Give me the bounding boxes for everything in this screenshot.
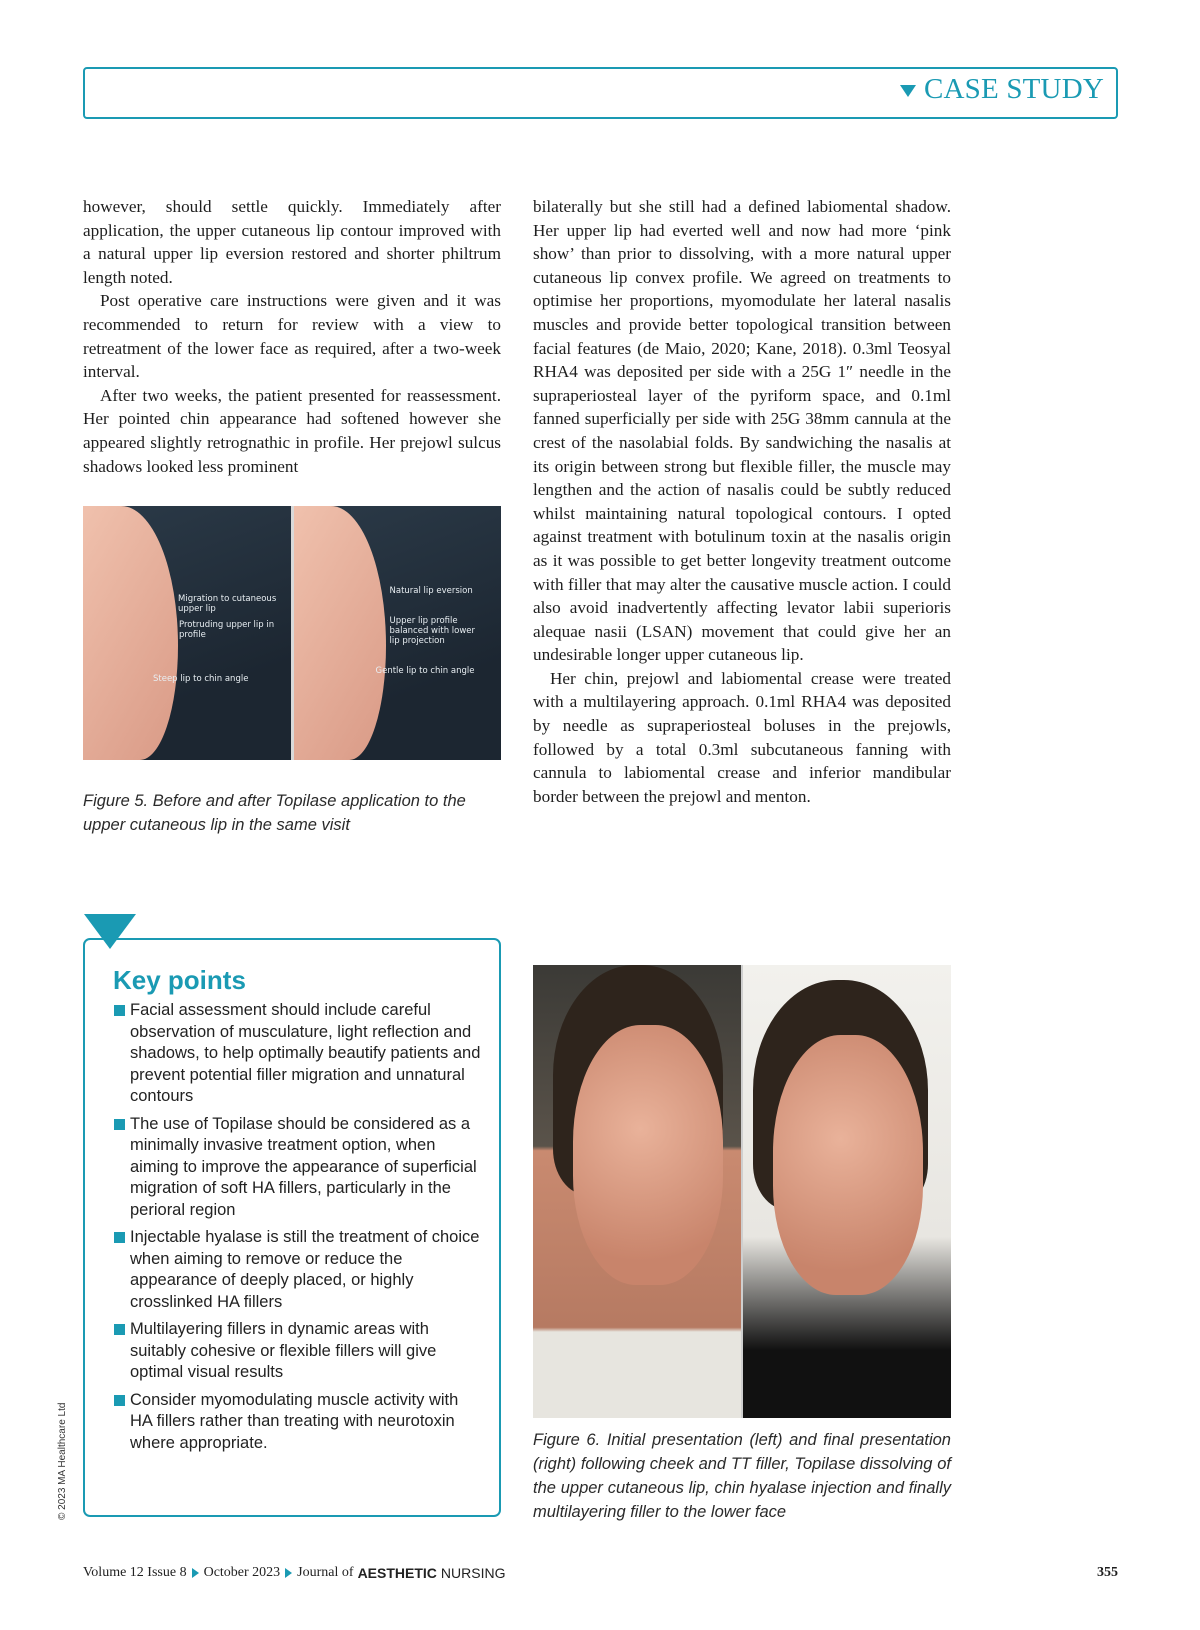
list-item-text: The use of Topilase should be considered as a minimally invasive treatment option, when aiming to improve the appearance of superficial migration of soft HA fillers, particularly in the perioral region [130, 1114, 477, 1219]
list-item-text: Multilayering fillers in dynamic areas with suitably cohesive or flexible fillers will give optimal visual results [130, 1320, 437, 1381]
after-photo [291, 506, 502, 760]
copyright-notice: © 2023 MA Healthcare Ltd [57, 1402, 68, 1520]
initial-presentation-photo [533, 965, 741, 1418]
face [773, 1035, 923, 1295]
footer-journal-prefix: Journal of [297, 1565, 354, 1580]
paragraph: Her chin, prejowl and labiomental crease were treated with a multilayering approach. 0.1ml RHA4 was deposited by needle as supraperiosteal boluses in the prejowls, followed by a total 0.3ml subcutaneous fanning with cannula to labiomental crease and inferior mandibular border between the prejowl and menton. [533, 668, 951, 806]
list-item-text: Injectable hyalase is still the treatment of choice when aiming to remove or reduce the appearance of deeply placed, or highly crosslinked HA fillers [130, 1228, 480, 1311]
footer-date: October 2023 [203, 1565, 281, 1580]
page-number: 355 [1097, 1565, 1118, 1580]
list-item-text: Facial assessment should include careful observation of musculature, light reflection and shadows, to help optimally beautify patients and prevent potential filler migration and unnatural contours [130, 1001, 481, 1105]
triangle-down-icon [900, 85, 916, 97]
annotation-label: Steep lip to chin angle [153, 674, 249, 684]
face [573, 1025, 723, 1285]
paragraph: however, should settle quickly. Immediately after application, the upper cutaneous lip contour improved with a natural upper lip eversion restored and shorter philtrum length noted. [83, 197, 501, 287]
footer-volume: Volume 12 Issue 8 [83, 1565, 187, 1580]
header-box [83, 67, 1118, 119]
list-item-text: Consider myomodulating muscle activity with HA fillers rather than treating with neurotoxin where appropriate. [130, 1390, 459, 1452]
list-item [113, 1319, 483, 1384]
annotation-label: Gentle lip to chin angle [375, 666, 475, 676]
paragraph: bilaterally but she still had a defined labiomental shadow. Her upper lip had everted well and now had more ‘pink show’ than prior to dissolving, with a more natural upper cutaneous lip convex profile. We agreed on treatments to optimise her proportions, myomodulate her lateral nasalis muscles and provide better topological transition between facial features (de Maio, 2020; Kane, 2018). 0.3ml Teosyal RHA4 was deposited per side with a 25G 1″ needle in the supraperiosteal layer of the pyriform space, and 0.1ml fanned superficially per side with 25G 38mm cannula at the crest of the nasolabial folds. By sandwiching the nasalis at its origin between strong but flexible filler, the muscle may lengthen and the action of nasalis could be subtly reduced whilst maintaining natural topological contours. I opted against treatment with botulinum toxin at the nasalis origin as it was possible to get better longevity treatment outcome with filler that may alter the causative muscle action. I could also avoid inadvertently affecting levator labii superioris alequae nasii (LSAN) movement that could give her an undesirable longer upper cutaneous lip. [533, 197, 951, 665]
square-bullet-icon [114, 1232, 125, 1243]
list-item [113, 1000, 483, 1108]
final-presentation-photo [741, 965, 951, 1418]
figure-5-caption: Figure 5. Before and after Topilase application to the upper cutaneous lip in the same visit [83, 792, 466, 834]
square-bullet-icon [114, 1119, 125, 1130]
list-item [113, 1114, 483, 1222]
key-points-title: Key points [113, 965, 246, 995]
figure-6-image [533, 965, 951, 1418]
triangle-right-icon [192, 1568, 199, 1578]
section-label-text: CASE STUDY [923, 73, 1104, 105]
square-bullet-icon [114, 1324, 125, 1335]
paragraph: Post operative care instructions were given and it was recommended to return for review with a view to retreatment of the lower face as required, after a two-week interval. [83, 291, 501, 382]
footer-journal-brand: AESTHETIC [357, 1565, 437, 1581]
left-column [83, 195, 501, 478]
right-column [533, 195, 951, 808]
annotation-label: Upper lip profile balanced with lower lip projection [389, 616, 476, 646]
paragraph: After two weeks, the patient presented for reassessment. Her pointed chin appearance had softened however she appeared slightly retrognathic in profile. Her prejowl sulcus shadows looked less prominent [83, 385, 501, 476]
face-profile [294, 506, 386, 760]
figure-5-image [83, 506, 501, 760]
list-item [113, 1390, 483, 1455]
key-points-list [113, 1000, 483, 1460]
square-bullet-icon [114, 1395, 125, 1406]
annotation-label: Protruding upper lip in profile [179, 620, 275, 640]
list-item [113, 1227, 483, 1313]
footer [83, 1565, 505, 1581]
footer-journal-suffix: NURSING [440, 1565, 506, 1581]
triangle-right-icon [285, 1568, 292, 1578]
face-profile [83, 506, 178, 760]
annotation-label: Migration to cutaneous upper lip [178, 594, 277, 614]
figure-6-caption: Figure 6. Initial presentation (left) and final presentation (right) following cheek and TT filler, Topilase dissolving of the upper cutaneous lip, chin hyalase injection and finally multilayering filler to the lower face [533, 1431, 951, 1521]
square-bullet-icon [114, 1005, 125, 1016]
annotation-label: Natural lip eversion [389, 586, 473, 596]
before-photo [83, 506, 291, 760]
section-label [900, 73, 1104, 106]
